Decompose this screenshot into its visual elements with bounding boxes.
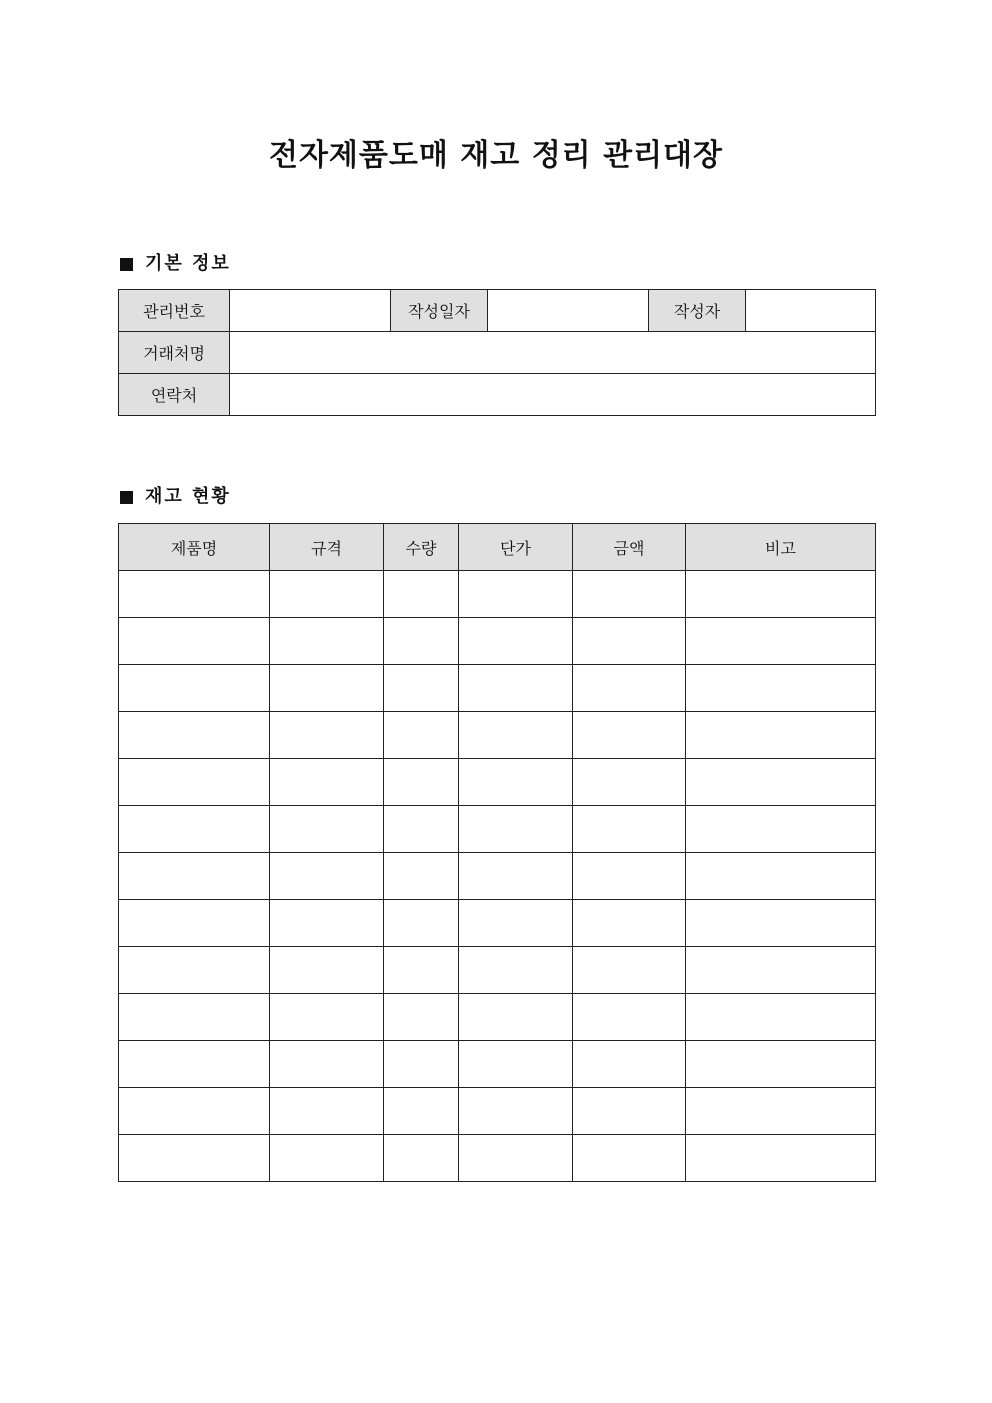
table-row [119, 994, 876, 1041]
date-field[interactable] [488, 290, 649, 332]
product-name-cell[interactable] [119, 759, 270, 806]
remarks-cell[interactable] [686, 665, 876, 712]
remarks-cell[interactable] [686, 618, 876, 665]
product-name-cell[interactable] [119, 1135, 270, 1182]
amount-cell[interactable] [573, 853, 686, 900]
quantity-cell[interactable] [384, 900, 459, 947]
amount-cell[interactable] [573, 665, 686, 712]
product-name-cell[interactable] [119, 853, 270, 900]
date-label: 작성일자 [391, 290, 488, 332]
unit-price-cell[interactable] [459, 1041, 573, 1088]
product-name-cell[interactable] [119, 571, 270, 618]
unit-price-cell[interactable] [459, 712, 573, 759]
unit-price-cell[interactable] [459, 759, 573, 806]
quantity-cell[interactable] [384, 571, 459, 618]
remarks-cell[interactable] [686, 806, 876, 853]
product-name-cell[interactable] [119, 618, 270, 665]
table-row [119, 665, 876, 712]
section-heading-label: 재고 현황 [145, 486, 231, 507]
table-row [119, 947, 876, 994]
unit-price-cell[interactable] [459, 618, 573, 665]
amount-cell[interactable] [573, 571, 686, 618]
amount-cell[interactable] [573, 1041, 686, 1088]
remarks-cell[interactable] [686, 1135, 876, 1182]
column-header-amount: 금액 [573, 524, 686, 571]
unit-price-cell[interactable] [459, 900, 573, 947]
quantity-cell[interactable] [384, 1135, 459, 1182]
remarks-cell[interactable] [686, 1041, 876, 1088]
remarks-cell[interactable] [686, 759, 876, 806]
product-name-cell[interactable] [119, 665, 270, 712]
table-row [119, 1135, 876, 1182]
remarks-cell[interactable] [686, 853, 876, 900]
client-label: 거래처명 [119, 332, 230, 374]
product-name-cell[interactable] [119, 947, 270, 994]
amount-cell[interactable] [573, 618, 686, 665]
table-row [119, 1041, 876, 1088]
quantity-cell[interactable] [384, 1041, 459, 1088]
column-header-unit-price: 단가 [459, 524, 573, 571]
table-row [119, 712, 876, 759]
amount-cell[interactable] [573, 759, 686, 806]
amount-cell[interactable] [573, 994, 686, 1041]
spec-cell[interactable] [270, 665, 384, 712]
spec-cell[interactable] [270, 1135, 384, 1182]
spec-cell[interactable] [270, 759, 384, 806]
column-header-product-name: 제품명 [119, 524, 270, 571]
author-label: 작성자 [649, 290, 746, 332]
remarks-cell[interactable] [686, 712, 876, 759]
stock-table [118, 523, 876, 1182]
page-title: 전자제품도매 재고 정리 관리대장 [268, 138, 724, 173]
remarks-cell[interactable] [686, 900, 876, 947]
quantity-cell[interactable] [384, 1088, 459, 1135]
unit-price-cell[interactable] [459, 665, 573, 712]
quantity-cell[interactable] [384, 806, 459, 853]
spec-cell[interactable] [270, 994, 384, 1041]
unit-price-cell[interactable] [459, 947, 573, 994]
spec-cell[interactable] [270, 806, 384, 853]
remarks-cell[interactable] [686, 571, 876, 618]
quantity-cell[interactable] [384, 994, 459, 1041]
unit-price-cell[interactable] [459, 994, 573, 1041]
remarks-cell[interactable] [686, 1088, 876, 1135]
author-field[interactable] [746, 290, 876, 332]
remarks-cell[interactable] [686, 994, 876, 1041]
unit-price-cell[interactable] [459, 571, 573, 618]
spec-cell[interactable] [270, 947, 384, 994]
product-name-cell[interactable] [119, 994, 270, 1041]
section-heading-basic-info [120, 252, 231, 276]
product-name-cell[interactable] [119, 900, 270, 947]
product-name-cell[interactable] [119, 1041, 270, 1088]
quantity-cell[interactable] [384, 618, 459, 665]
section-heading-label: 기본 정보 [145, 253, 231, 274]
column-header-quantity: 수량 [384, 524, 459, 571]
section-heading-stock [120, 485, 231, 509]
table-row [119, 853, 876, 900]
spec-cell[interactable] [270, 618, 384, 665]
spec-cell[interactable] [270, 1088, 384, 1135]
table-row [119, 900, 876, 947]
quantity-cell[interactable] [384, 947, 459, 994]
amount-cell[interactable] [573, 1135, 686, 1182]
unit-price-cell[interactable] [459, 806, 573, 853]
contact-field[interactable] [230, 374, 876, 416]
table-row [119, 618, 876, 665]
square-bullet-icon [120, 491, 133, 504]
product-name-cell[interactable] [119, 1088, 270, 1135]
square-bullet-icon [120, 258, 133, 271]
spec-cell[interactable] [270, 1041, 384, 1088]
spec-cell[interactable] [270, 571, 384, 618]
column-header-spec: 규격 [270, 524, 384, 571]
quantity-cell[interactable] [384, 712, 459, 759]
table-row [119, 1088, 876, 1135]
product-name-cell[interactable] [119, 712, 270, 759]
contact-label: 연락처 [119, 374, 230, 416]
unit-price-cell[interactable] [459, 1135, 573, 1182]
table-row [119, 759, 876, 806]
quantity-cell[interactable] [384, 853, 459, 900]
spec-cell[interactable] [270, 900, 384, 947]
amount-cell[interactable] [573, 947, 686, 994]
quantity-cell[interactable] [384, 665, 459, 712]
product-name-cell[interactable] [119, 806, 270, 853]
basic-info-table [118, 289, 876, 416]
spec-cell[interactable] [270, 712, 384, 759]
amount-cell[interactable] [573, 712, 686, 759]
table-row [119, 571, 876, 618]
table-row [119, 806, 876, 853]
amount-cell[interactable] [573, 806, 686, 853]
quantity-cell[interactable] [384, 759, 459, 806]
management-no-label: 관리번호 [119, 290, 230, 332]
unit-price-cell[interactable] [459, 1088, 573, 1135]
management-no-field[interactable] [230, 290, 391, 332]
amount-cell[interactable] [573, 900, 686, 947]
unit-price-cell[interactable] [459, 853, 573, 900]
client-field[interactable] [230, 332, 876, 374]
column-header-remarks: 비고 [686, 524, 876, 571]
remarks-cell[interactable] [686, 947, 876, 994]
spec-cell[interactable] [270, 853, 384, 900]
amount-cell[interactable] [573, 1088, 686, 1135]
